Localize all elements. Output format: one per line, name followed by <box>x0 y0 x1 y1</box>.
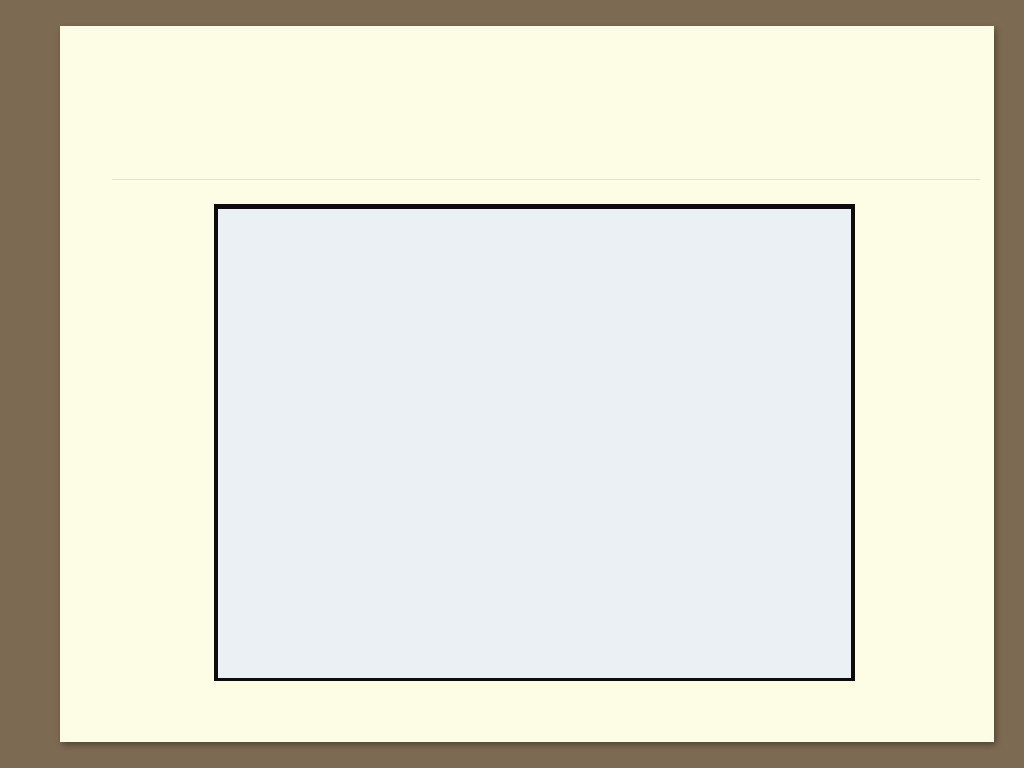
gantt-figure <box>214 204 855 681</box>
gantt-chart <box>218 209 851 678</box>
figure-scan <box>218 209 851 678</box>
title-divider <box>112 179 980 180</box>
